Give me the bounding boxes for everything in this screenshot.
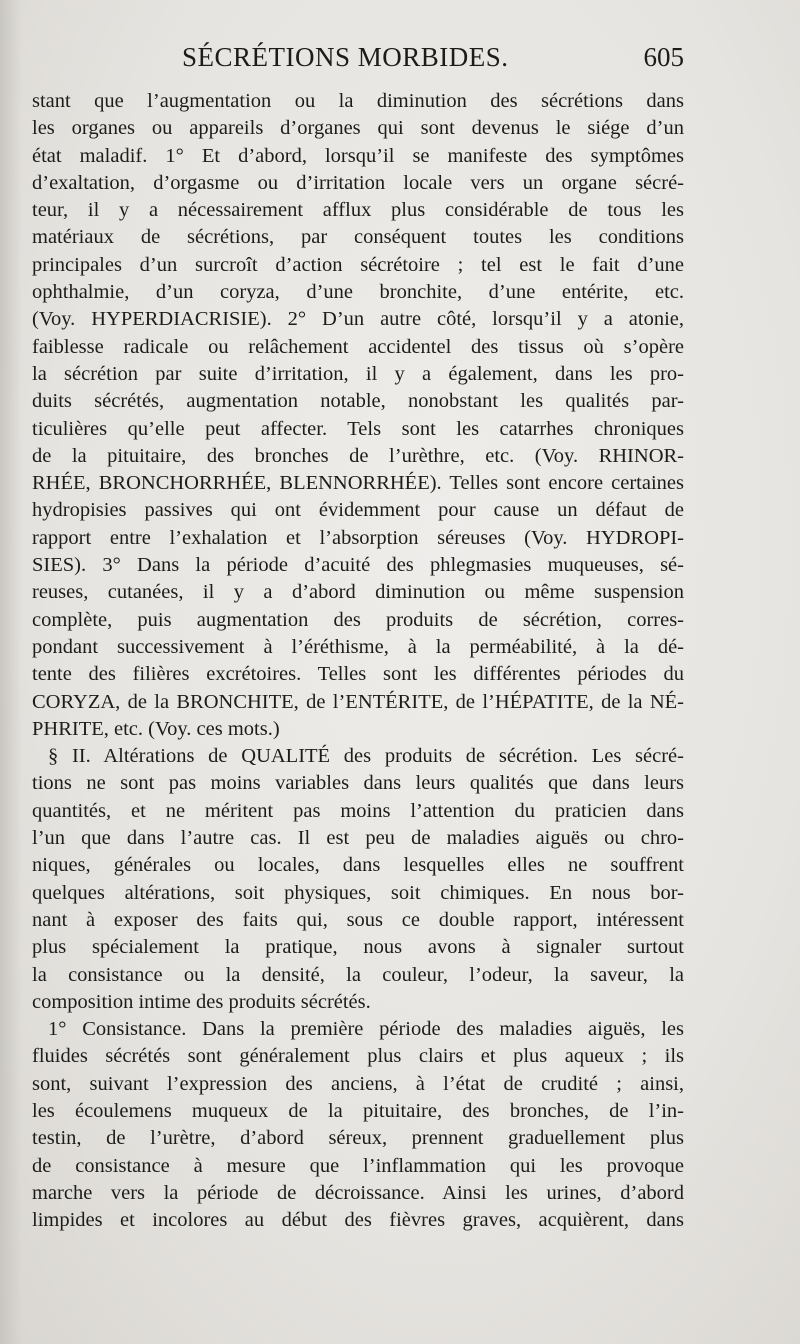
text-line: sont, suivant l’expression des anciens, à l’état de crudité ; ainsi, xyxy=(32,1072,684,1095)
text-line: fluides sécrétés sont généralement plus clairs et plus aqueux ; ils xyxy=(32,1045,684,1068)
text-line: pondant successivement à l’éréthisme, à la perméabilité, à la dé- xyxy=(32,635,684,658)
text-line: (Voy. HYPERDIACRISIE). 2° D’un autre côté, lorsqu’il y a atonie, xyxy=(32,308,684,331)
text-line: faiblesse radicale ou relâchement accidentel des tissus où s’opère xyxy=(32,335,684,358)
text-line: de consistance à mesure que l’inflammation qui les provoque xyxy=(32,1154,684,1177)
text-line: tions ne sont pas moins variables dans leurs qualités que dans leurs xyxy=(32,772,684,795)
text-line: niques, générales ou locales, dans lesquelles elles ne souffrent xyxy=(32,854,684,877)
text-line: rapport entre l’exhalation et l’absorption séreuses (Voy. HYDROPI- xyxy=(32,526,684,549)
page-header xyxy=(32,42,684,82)
text-line: RHÉE, BRONCHORRHÉE, BLENNORRHÉE). Telles sont encore certaines xyxy=(32,472,684,495)
page-number: 605 xyxy=(643,42,684,72)
text-line: la sécrétion par suite d’irritation, il y a également, dans les pro- xyxy=(32,362,684,385)
text-line: composition intime des produits sécrétés. xyxy=(32,990,371,1013)
text-line: marche vers la période de décroissance. Ainsi les urines, d’abord xyxy=(32,1181,684,1204)
text-line: testin, de l’urètre, d’abord séreux, prennent graduellement plus xyxy=(32,1127,684,1150)
text-line: complète, puis augmentation des produits de sécrétion, corres- xyxy=(32,608,684,631)
text-line: de la pituitaire, des bronches de l’urèthre, etc. (Voy. RHINOR- xyxy=(32,444,684,467)
text-line: teur, il y a nécessairement afflux plus considérable de tous les xyxy=(32,199,684,222)
running-title: SÉCRÉTIONS MORBIDES. xyxy=(182,42,509,72)
text-line: les organes ou appareils d’organes qui sont devenus le siége d’un xyxy=(32,117,684,140)
text-line: stant que l’augmentation ou la diminution des sécrétions dans xyxy=(32,90,684,112)
text-line: état maladif. 1° Et d’abord, lorsqu’il se manifeste des symptômes xyxy=(32,144,684,167)
text-line: plus spécialement la pratique, nous avons à signaler surtout xyxy=(32,936,684,959)
text-line: nant à exposer des faits qui, sous ce double rapport, intéressent xyxy=(32,908,684,931)
text-line: principales d’un surcroît d’action sécrétoire ; tel est le fait d’une xyxy=(32,253,684,276)
text-line: duits sécrétés, augmentation notable, nonobstant les qualités par- xyxy=(32,390,684,413)
text-line: l’un que dans l’autre cas. Il est peu de maladies aiguës ou chro- xyxy=(32,827,684,850)
text-line: PHRITE, etc. (Voy. ces mots.) xyxy=(32,717,280,740)
text-line: limpides et incolores au début des fièvres graves, acquièrent, dans xyxy=(32,1209,684,1232)
text-line: matériaux de sécrétions, par conséquent toutes les conditions xyxy=(32,226,684,249)
body-text xyxy=(32,88,684,1234)
text-line: ophthalmie, d’un coryza, d’une bronchite, d’une entérite, etc. xyxy=(32,281,684,304)
text-line: les écoulemens muqueux de la pituitaire, des bronches, de l’in- xyxy=(32,1099,684,1122)
text-line: reuses, cutanées, il y a d’abord diminution ou même suspension xyxy=(32,581,684,604)
text-line: la consistance ou la densité, la couleur, l’odeur, la saveur, la xyxy=(32,963,684,986)
subsection-heading-line: 1° Consistance. Dans la première période des maladies aiguës, les xyxy=(48,1018,684,1041)
section-heading-line: § II. Altérations de QUALITÉ des produits de sécrétion. Les sécré- xyxy=(48,745,684,768)
text-line: hydropisies passives qui ont évidemment pour cause un défaut de xyxy=(32,499,684,522)
text-line: quelques altérations, soit physiques, soit chimiques. En nous bor- xyxy=(32,881,684,904)
text-line: d’exaltation, d’orgasme ou d’irritation locale vers un organe sécré- xyxy=(32,171,684,194)
text-line: CORYZA, de la BRONCHITE, de l’ENTÉRITE, de l’HÉPATITE, de la NÉ- xyxy=(32,690,684,713)
text-line: quantités, et ne méritent pas moins l’attention du praticien dans xyxy=(32,799,684,822)
text-line: ticulières qu’elle peut affecter. Tels sont les catarrhes chroniques xyxy=(32,417,684,440)
text-line: tente des filières excrétoires. Telles sont les différentes périodes du xyxy=(32,663,684,686)
text-line: SIES). 3° Dans la période d’acuité des phlegmasies muqueuses, sé- xyxy=(32,554,684,577)
